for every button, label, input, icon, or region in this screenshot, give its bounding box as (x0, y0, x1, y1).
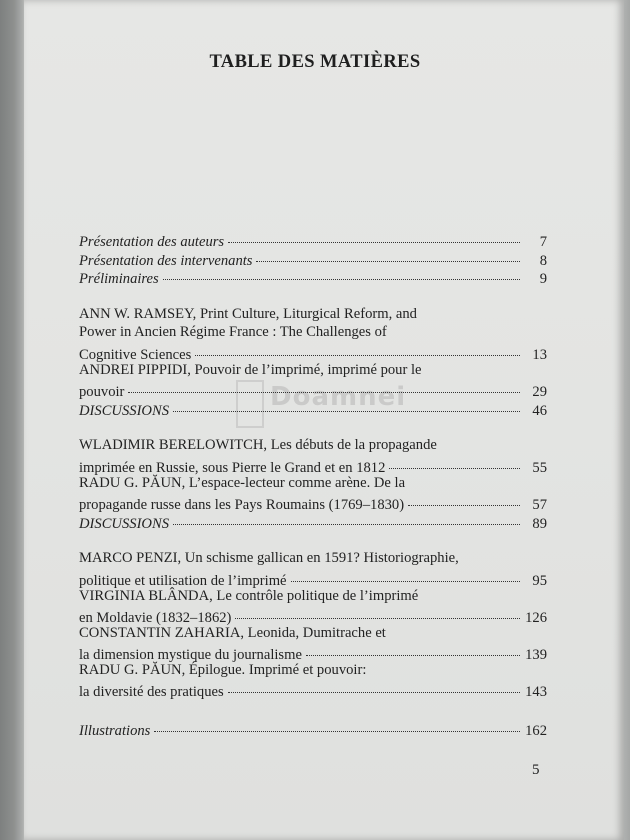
page-title: TABLE DES MATIÈRES (209, 52, 421, 72)
dot-leader (195, 339, 520, 356)
table-of-contents (79, 229, 547, 740)
toc-entry[interactable] (79, 361, 547, 401)
toc-entry-text: pouvoir (79, 384, 125, 401)
toc-entry[interactable] (79, 718, 547, 740)
toc-entry-text: imprimée en Russie, sous Pierre le Grand et en 1812 (79, 459, 386, 476)
toc-entry-text: MARCO PENZI, Un schisme gallican en 1591? Historiographie, (79, 550, 459, 567)
toc-entry-text: Illustrations (79, 723, 151, 740)
toc-entry-line (79, 605, 547, 627)
toc-entry-text: la diversité des pratiques (79, 684, 224, 701)
toc-entry-text: Cognitive Sciences (79, 346, 192, 363)
toc-entry-text: Présentation des intervenants (79, 252, 253, 269)
toc-entry-text: Présentation des auteurs (79, 234, 225, 250)
watermark-text: Doamnei (270, 382, 407, 412)
toc-entry[interactable] (79, 305, 547, 361)
toc-page-number: 13 (532, 346, 547, 363)
toc-page-number: 139 (525, 647, 547, 664)
toc-page-number: 162 (525, 723, 547, 740)
toc-page-number: 7 (539, 234, 547, 250)
toc-page-number: 55 (532, 459, 547, 476)
toc-entry[interactable] (79, 624, 547, 664)
toc-entry[interactable] (79, 511, 547, 530)
dot-leader (173, 395, 520, 412)
toc-entry[interactable] (79, 436, 547, 476)
toc-page-number: 29 (532, 384, 547, 401)
toc-entry-text: RADU G. PĂUN, L’espace-lecteur comme arène. De la (79, 474, 406, 491)
toc-entry-text: RADU G. PĂUN, Épilogue. Imprimé et pouvoir: (79, 661, 367, 678)
toc-entry-text: DISCUSSIONS (79, 402, 169, 419)
toc-entry-text: en Moldavie (1832–1862) (79, 610, 232, 627)
toc-entry-text: politique et utilisation de l’imprimé (79, 572, 287, 589)
toc-page-number: 95 (532, 572, 547, 589)
toc-entry[interactable] (79, 661, 547, 701)
toc-entry-text: ANN W. RAMSEY, Print Culture, Liturgical Reform, and (79, 305, 417, 322)
toc-entry[interactable] (79, 474, 547, 514)
toc-entry-line (79, 455, 547, 474)
dot-leader (235, 602, 520, 619)
dot-leader (256, 245, 520, 262)
toc-entry[interactable] (79, 587, 547, 627)
toc-page-number: 46 (532, 402, 547, 419)
toc-entry-line (79, 266, 547, 288)
dot-leader (163, 263, 520, 280)
toc-entry[interactable] (79, 266, 547, 288)
toc-entry-line (79, 511, 547, 530)
toc-page-number: 9 (539, 271, 547, 288)
toc-entry-text: ANDREI PIPPIDI, Pouvoir de l’imprimé, imprimé pour le (79, 361, 422, 378)
toc-entry-text: Power in Ancien Régime France : The Challenges of (79, 324, 387, 341)
dot-leader (228, 676, 520, 693)
toc-entry-text: la dimension mystique du journalisme (79, 647, 302, 664)
toc-entry-line (79, 342, 547, 361)
toc-page-number: 126 (525, 610, 547, 627)
toc-entry-line (79, 642, 547, 664)
dot-leader (128, 376, 520, 393)
toc-page-number: 57 (532, 497, 547, 514)
dot-leader (173, 508, 520, 525)
toc-entry-text: CONSTANTIN ZAHARIA, Leonida, Dumitrache et (79, 624, 386, 641)
dot-leader (306, 639, 520, 656)
dot-leader (228, 226, 520, 243)
toc-entry[interactable] (79, 549, 547, 589)
dot-leader (154, 715, 520, 732)
toc-entry-text: WLADIMIR BERELOWITCH, Les débuts de la propagande (79, 437, 437, 454)
toc-page-number: 143 (525, 684, 547, 701)
toc-entry-text: Préliminaires (79, 271, 159, 288)
toc-entry-text: propagande russe dans les Pays Roumains (1769–1830) (79, 497, 405, 514)
toc-entry-line (79, 718, 547, 740)
toc-entry[interactable] (79, 398, 547, 417)
dot-leader (291, 565, 520, 582)
dot-leader (408, 489, 520, 506)
toc-page-number: 89 (532, 515, 547, 532)
toc-entry-text: VIRGINIA BLÂNDA, Le contrôle politique de l’imprimé (79, 587, 419, 604)
page-number: 5 (532, 762, 540, 778)
toc-entry-line (79, 568, 547, 587)
toc-entry-line (79, 398, 547, 417)
toc-entry-line (79, 679, 547, 701)
dot-leader (389, 452, 520, 469)
toc-entry-text: DISCUSSIONS (79, 515, 169, 532)
toc-page-number: 8 (539, 252, 547, 269)
